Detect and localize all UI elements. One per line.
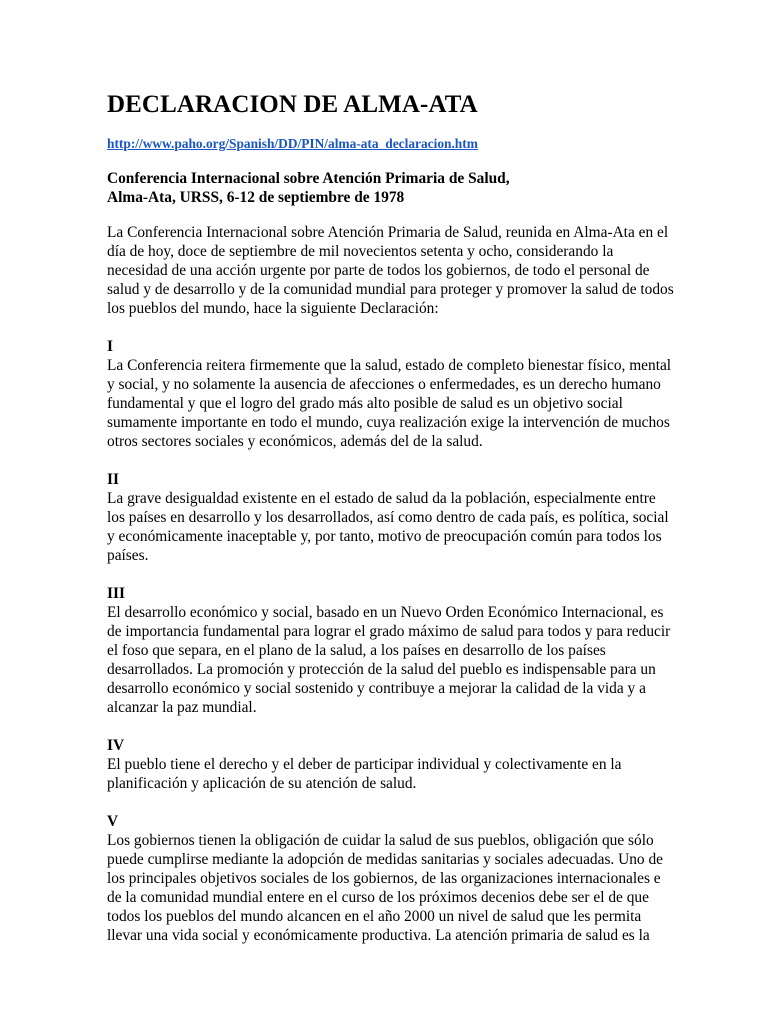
section-i [107,337,672,451]
text-line: los principales objetivos sociales de los gobiernos, de las organizaciones internacionales e [107,870,661,887]
document-title: DECLARACION DE ALMA-ATA [107,91,478,118]
text-line: salud y de desarrollo y de la comunidad mundial para proteger y promover la salud de todos [107,281,674,298]
section-number: IV [107,737,125,754]
text-line: de la comunidad mundial entere en el curso de los próximos decenios debe ser el de que [107,889,649,906]
text-line: y económicamente inaceptable y, por tanto, motivo de preocupación común para todos los [107,528,662,545]
text-line: alcanzar la paz mundial. [107,699,257,716]
text-line: los países en desarrollo y los desarrollados, así como dentro de cada país, es política, social [107,509,669,526]
section-ii [107,470,667,565]
subtitle-line: Alma-Ata, URSS, 6-12 de septiembre de 1978 [107,189,405,206]
section-number: I [107,338,113,355]
text-line: El desarrollo económico y social, basado en un Nuevo Orden Económico Internacional, es [107,604,664,621]
text-line: el foso que separa, en el plano de la salud, a los países en desarrollo de los países [107,642,606,659]
text-line: Los gobiernos tienen la obligación de cuidar la salud de sus pueblos, obligación que sólo [107,832,654,849]
declaration-body [107,223,674,964]
text-line: La Conferencia reitera firmemente que la salud, estado de completo bienestar físico, mental [107,357,672,374]
text-line: todos los pueblos del mundo alcancen en el año 2000 un nivel de salud que les permita [107,908,642,925]
section-number: III [107,585,125,602]
text-line: países. [107,547,149,564]
section-iv [107,736,667,793]
text-line: sumamente importante en todo el mundo, cuya realización exige la intervención de muchos [107,414,670,431]
text-line: desarrollo económico y social sostenido y contribuye a mejorar la calidad de la vida y a [107,680,646,697]
section-v [107,812,667,945]
text-line: La grave desigualdad existente en el estado de salud da la población, especialmente entre [107,490,656,507]
text-line: y social, y no solamente la ausencia de afecciones o enfermedades, es un derecho humano [107,376,661,393]
section-number: II [107,471,119,488]
text-line: los pueblos del mundo, hace la siguiente Declaración: [107,300,439,317]
conference-subtitle [107,169,510,207]
section-number: V [107,813,119,830]
text-line: puede cumplirse mediante la adopción de medidas sanitarias y sociales adecuadas. Uno de [107,851,664,868]
text-line: día de hoy, doce de septiembre de mil novecientos setenta y ocho, considerando la [107,243,614,260]
text-line: necesidad de una acción urgente por parte de todos los gobiernos, de todo el personal de [107,262,650,279]
text-line: fundamental y que el logro del grado más alto posible de salud es un objetivo social [107,395,623,412]
text-line: El pueblo tiene el derecho y el deber de participar individual y colectivamente en la [107,756,622,773]
subtitle-line: Conferencia Internacional sobre Atención Primaria de Salud, [107,170,510,187]
text-line: desarrollados. La promoción y protección de la salud del pueblo es indispensable para un [107,661,656,678]
source-link[interactable]: http://www.paho.org/Spanish/DD/PIN/alma-ata_declaracion.htm [107,136,478,151]
text-line: planificación y aplicación de su atención de salud. [107,775,417,792]
text-line: llevar una vida social y económicamente productiva. La atención primaria de salud es la [107,927,650,944]
text-line: de importancia fundamental para lograr el grado máximo de salud para todos y para reducir [107,623,671,640]
text-line: La Conferencia Internacional sobre Atención Primaria de Salud, reunida en Alma-Ata en el [107,224,669,241]
text-line: otros sectores sociales y económicos, además del de la salud. [107,433,483,450]
section-iii [107,584,671,717]
intro-paragraph [107,223,674,318]
